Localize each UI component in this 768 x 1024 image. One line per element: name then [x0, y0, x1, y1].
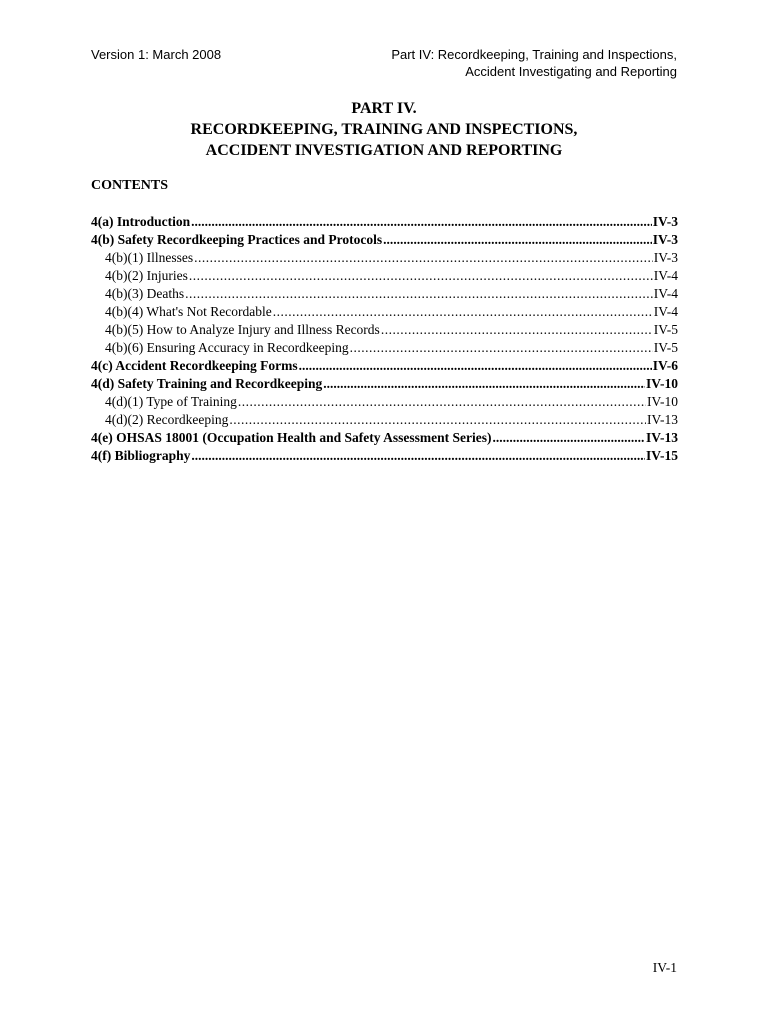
toc-entry-label: 4(a) Introduction	[91, 214, 191, 229]
toc-entry[interactable]	[91, 285, 678, 303]
toc-entry-page: IV-4	[653, 268, 678, 283]
toc-entry[interactable]	[91, 411, 678, 429]
toc-leader-dots	[350, 339, 653, 357]
toc-entry-label: 4(d) Safety Training and Recordkeeping	[91, 376, 323, 391]
toc-entry[interactable]	[91, 213, 678, 231]
toc-entry[interactable]	[91, 267, 678, 285]
page-number: IV-1	[652, 960, 677, 975]
toc-entry-page: IV-3	[653, 250, 678, 265]
toc-leader-dots	[191, 447, 645, 465]
toc-entry[interactable]	[91, 249, 678, 267]
toc-entry-page: IV-13	[646, 412, 678, 427]
toc-entry-page: IV-10	[646, 394, 678, 409]
toc-entry[interactable]	[91, 321, 678, 339]
toc-entry[interactable]	[91, 231, 678, 249]
toc-leader-dots	[273, 303, 653, 321]
title-line-2: RECORDKEEPING, TRAINING AND INSPECTIONS,	[190, 121, 578, 138]
toc-leader-dots	[493, 429, 646, 447]
toc-entry-label: 4(b)(1) Illnesses	[105, 250, 194, 265]
toc-leader-dots	[299, 357, 652, 375]
toc-entry-label: 4(b) Safety Recordkeeping Practices and Protocols	[91, 232, 383, 247]
toc-leader-dots	[194, 249, 653, 267]
toc-entry-label: 4(b)(4) What's Not Recordable	[105, 304, 272, 319]
header-section-line-2: Accident Investigating and Reporting	[465, 64, 677, 79]
toc-entry-label: 4(f) Bibliography	[91, 448, 191, 463]
toc-entry[interactable]	[91, 393, 678, 411]
toc-entry-label: 4(b)(5) How to Analyze Injury and Illness Records	[105, 322, 380, 337]
table-of-contents	[91, 213, 678, 465]
toc-entry-page: IV-4	[653, 286, 678, 301]
title-line-3: ACCIDENT INVESTIGATION AND REPORTING	[205, 142, 563, 159]
toc-entry-label: 4(d)(2) Recordkeeping	[105, 412, 229, 427]
toc-entry-label: 4(c) Accident Recordkeeping Forms	[91, 358, 298, 373]
toc-entry[interactable]	[91, 339, 678, 357]
header-section-title	[391, 46, 677, 80]
toc-entry-page: IV-13	[646, 430, 678, 445]
header-version: Version 1: March 2008	[91, 47, 222, 62]
toc-leader-dots	[238, 393, 646, 411]
toc-leader-dots	[383, 231, 652, 249]
contents-heading: CONTENTS	[91, 178, 169, 193]
toc-leader-dots	[229, 411, 646, 429]
toc-entry-label: 4(b)(6) Ensuring Accuracy in Recordkeeping	[105, 340, 349, 355]
toc-entry-page: IV-15	[646, 448, 678, 463]
toc-entry-page: IV-5	[653, 340, 678, 355]
toc-entry[interactable]	[91, 375, 678, 393]
toc-entry-page: IV-4	[653, 304, 678, 319]
toc-leader-dots	[191, 213, 652, 231]
toc-entry-page: IV-10	[646, 376, 678, 391]
toc-entry-label: 4(e) OHSAS 18001 (Occupation Health and Safety Assessment Series)	[91, 430, 492, 445]
toc-entry-page: IV-3	[652, 214, 678, 229]
toc-leader-dots	[381, 321, 653, 339]
toc-entry-page: IV-6	[652, 358, 678, 373]
toc-entry[interactable]	[91, 429, 678, 447]
title-line-1: PART IV.	[351, 100, 417, 117]
toc-entry-label: 4(b)(2) Injuries	[105, 268, 188, 283]
toc-entry[interactable]	[91, 447, 678, 465]
toc-entry-page: IV-5	[653, 322, 678, 337]
page-title	[0, 98, 768, 161]
toc-entry[interactable]	[91, 357, 678, 375]
toc-leader-dots	[323, 375, 645, 393]
toc-entry-label: 4(d)(1) Type of Training	[105, 394, 237, 409]
toc-leader-dots	[185, 285, 653, 303]
toc-entry-label: 4(b)(3) Deaths	[105, 286, 185, 301]
header-section-line-1: Part IV: Recordkeeping, Training and Inspections,	[391, 47, 677, 62]
toc-leader-dots	[189, 267, 653, 285]
toc-entry-page: IV-3	[652, 232, 678, 247]
toc-entry[interactable]	[91, 303, 678, 321]
